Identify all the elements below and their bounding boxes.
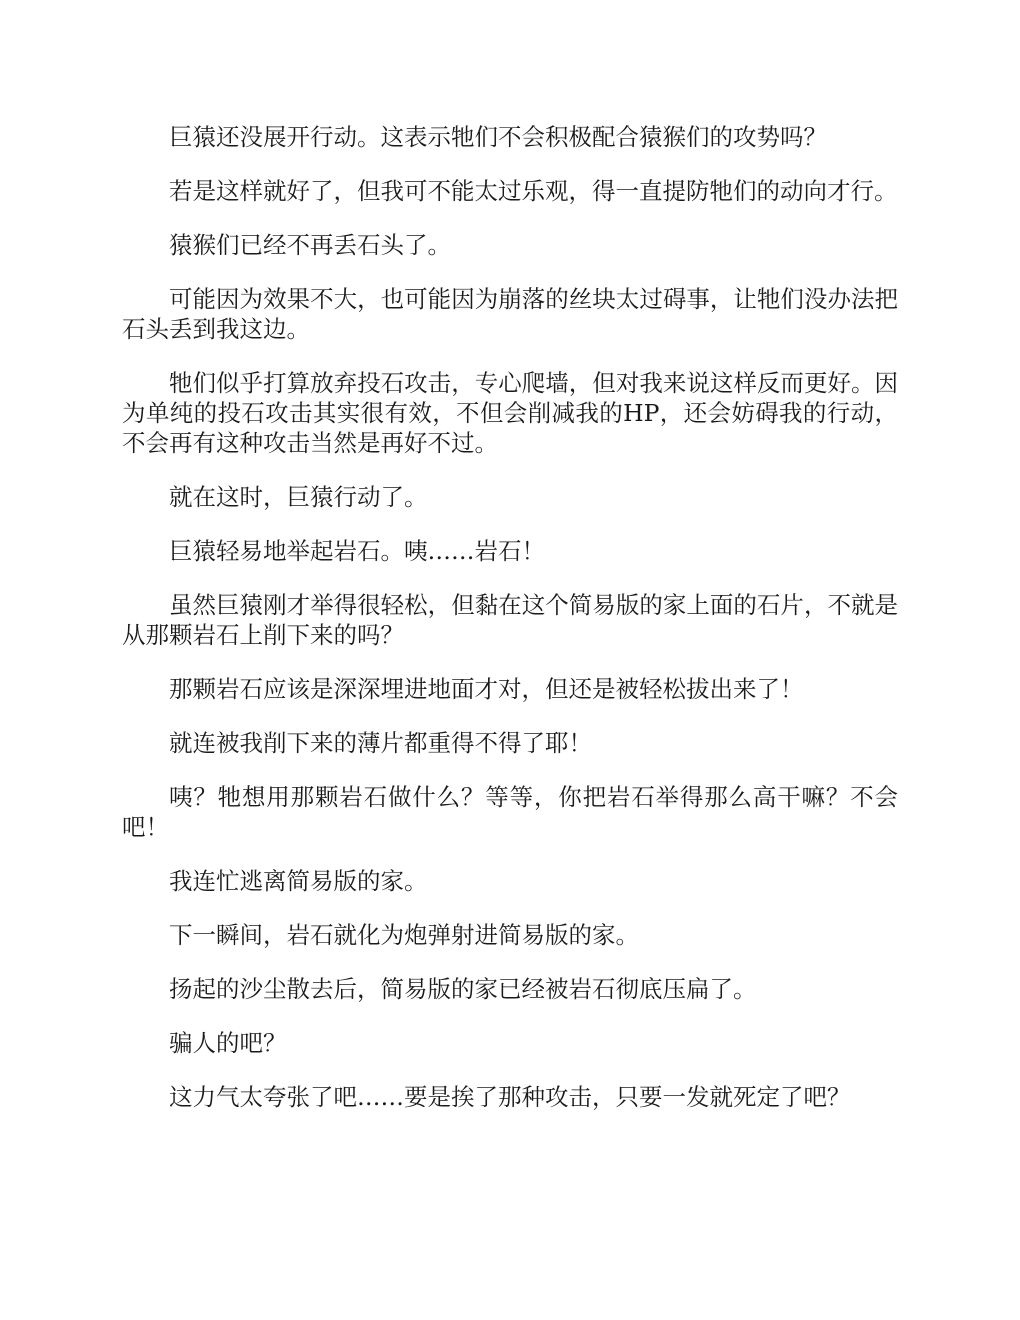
paragraph: 虽然巨猿刚才举得很轻松，但黏在这个简易版的家上面的石片，不就是从那颗岩石上削下来的吗？ xyxy=(122,591,898,649)
paragraph: 就连被我削下来的薄片都重得不得了耶！ xyxy=(169,729,592,757)
paragraph: 可能因为效果不大，也可能因为崩落的丝块太过碍事，让牠们没办法把石头丢到我这边。 xyxy=(122,285,898,343)
paragraph: 猿猴们已经不再丢石头了。 xyxy=(169,231,451,259)
paragraph: 这力气太夸张了吧……要是挨了那种攻击，只要一发就死定了吧？ xyxy=(169,1083,851,1111)
paragraph: 那颗岩石应该是深深埋进地面才对，但还是被轻松拔出来了！ xyxy=(169,675,804,703)
paragraph: 下一瞬间，岩石就化为炮弹射进简易版的家。 xyxy=(169,921,639,949)
document-page xyxy=(122,122,898,1136)
paragraph: 若是这样就好了，但我可不能太过乐观，得一直提防牠们的动向才行。 xyxy=(169,177,898,205)
paragraph: 巨猿轻易地举起岩石。咦……岩石！ xyxy=(169,537,545,565)
paragraph: 巨猿还没展开行动。这表示牠们不会积极配合猿猴们的攻势吗？ xyxy=(169,123,827,151)
paragraph: 牠们似乎打算放弃投石攻击，专心爬墙，但对我来说这样反而更好。因为单纯的投石攻击其实很有效，不但会削减我的HP，还会妨碍我的行动，不会再有这种攻击当然是再好不过。 xyxy=(122,369,898,457)
paragraph: 就在这时，巨猿行动了。 xyxy=(169,483,428,511)
paragraph: 扬起的沙尘散去后，简易版的家已经被岩石彻底压扁了。 xyxy=(169,975,757,1003)
paragraph: 咦？牠想用那颗岩石做什么？等等，你把岩石举得那么高干嘛？不会吧！ xyxy=(122,783,898,841)
paragraph: 骗人的吧？ xyxy=(169,1029,287,1057)
paragraph: 我连忙逃离简易版的家。 xyxy=(169,867,428,895)
